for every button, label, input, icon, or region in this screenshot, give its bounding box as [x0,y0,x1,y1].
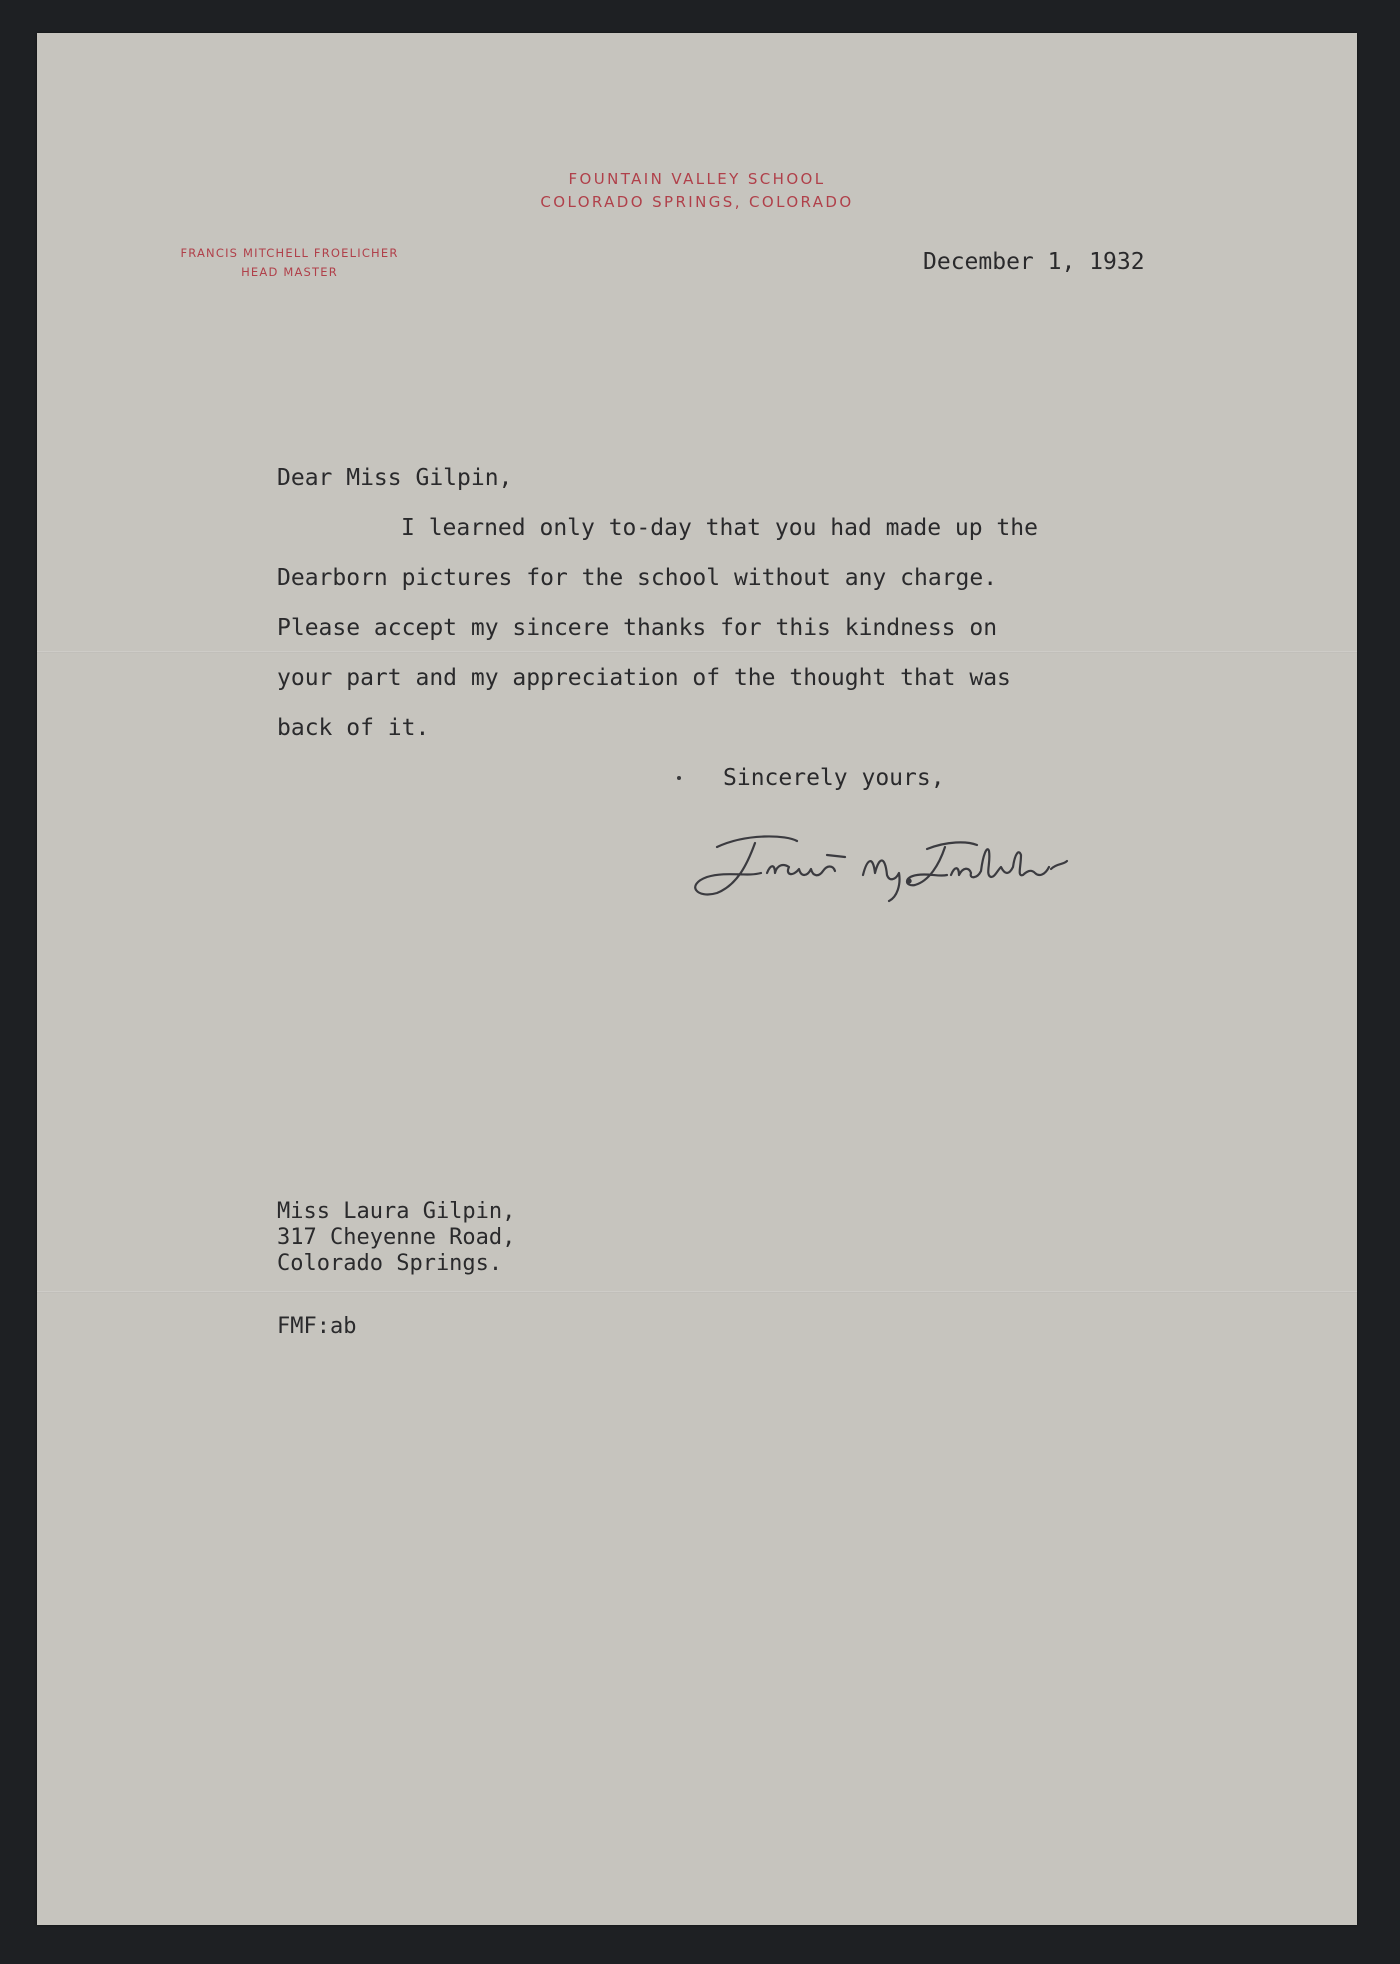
body-line: Please accept my sincere thanks for this kindness on [277,615,998,641]
recipient-address-line: 317 Cheyenne Road, [277,1225,516,1250]
fold-line [37,651,1357,653]
body-line: back of it. [277,715,430,741]
recipient-address-line: Colorado Springs. [277,1251,503,1276]
letter-sheet [37,33,1357,1925]
letter-date: December 1, 1932 [923,249,1145,275]
fold-line [37,1291,1357,1293]
stray-ink-mark [677,776,681,780]
handwritten-signature [677,815,1077,915]
recipient-address-line: Miss Laura Gilpin, [277,1199,516,1224]
body-line: Dearborn pictures for the school without any charge. [277,565,998,591]
closing: Sincerely yours, [723,765,945,791]
body-line: your part and my appreciation of the thought that was [277,665,1011,691]
letterhead-person-name: FRANCIS MITCHELL FROELICHER [180,246,399,260]
body-line: I learned only to-day that you had made up the [401,515,1038,541]
letterhead-school-location: COLORADO SPRINGS, COLORADO [540,193,854,211]
salutation: Dear Miss Gilpin, [277,465,513,491]
letterhead-school-name: FOUNTAIN VALLEY SCHOOL [568,170,826,188]
reference-initials: FMF:ab [277,1314,357,1339]
letterhead-person-title: HEAD MASTER [241,265,338,279]
